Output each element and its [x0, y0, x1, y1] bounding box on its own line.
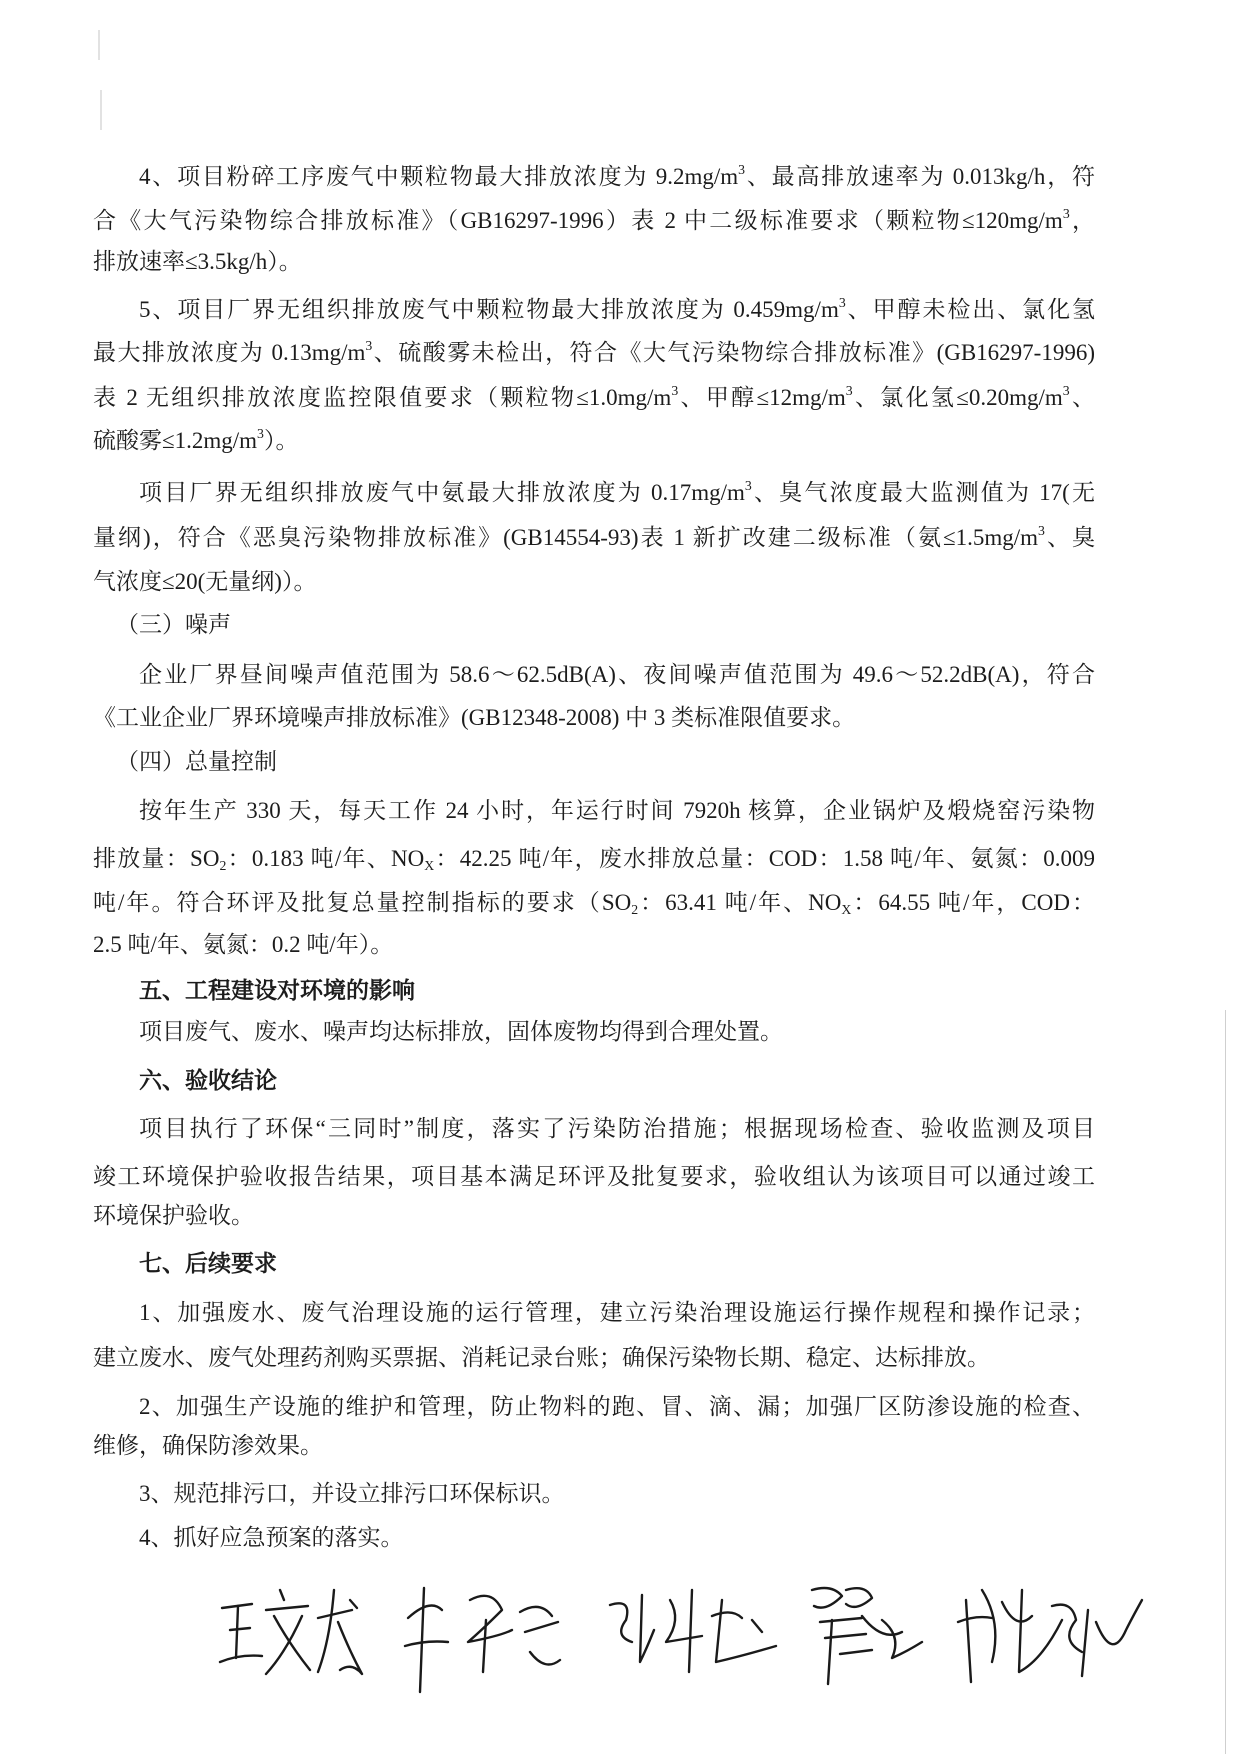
text-run: （三）噪声: [116, 612, 231, 637]
paragraph-line: [93, 659, 1095, 691]
text-run: 建立废水、废气处理药剂购买票据、消耗记录台账；确保污染物长期、稳定、达标排放。: [93, 1345, 990, 1370]
paragraph-line: [93, 929, 1095, 961]
text-run: 量纲)，符合《恶臭污染物排放标准》(GB14554-93)表 1 新扩改建二级标准（氨≤1.5mg/m: [93, 525, 1039, 550]
paragraph-line: [93, 566, 1095, 598]
text-run: 排放速率≤3.5kg/h）。: [93, 249, 302, 274]
superscript: 3: [845, 383, 853, 399]
superscript: 3: [1062, 206, 1070, 222]
paragraph-line: [93, 1200, 1095, 1232]
text-run: 2.5 吨/年、氨氮：0.2 吨/年）。: [93, 932, 394, 957]
text-run: 、甲醇≤12mg/m: [678, 385, 846, 410]
text-run: 《工业企业厂界环境噪声排放标准》(GB12348-2008) 中 3 类标准限值要求。: [93, 705, 856, 730]
superscript: 3: [838, 295, 846, 311]
text-run: ：42.25 吨/年，废水排放总量：COD：1.58 吨/年、氨氮：0.009: [434, 846, 1095, 871]
text-run: 1、加强废水、废气治理设施的运行管理，建立污染治理设施运行操作规程和操作记录；: [139, 1300, 1095, 1325]
scan-artifact: [98, 30, 100, 60]
text-run: 项目废气、废水、噪声均达标排放，固体废物均得到合理处置。: [139, 1019, 783, 1044]
signature: [812, 1588, 922, 1684]
paragraph-line: [93, 246, 1095, 278]
paragraph-line: [93, 843, 1095, 875]
text-run: 、硫酸雾未检出，符合《大气污染物综合排放标准》(GB16297-1996): [372, 340, 1095, 365]
text-run: 五、工程建设对环境的影响: [139, 978, 415, 1003]
text-run: 3、规范排污口，并设立排污口环保标识。: [139, 1481, 565, 1506]
text-run: 、甲醇未检出、氯化氢: [845, 297, 1095, 322]
text-run: ：63.41 吨/年、NO: [638, 890, 842, 915]
signature: [220, 1590, 362, 1674]
paragraph-line: [93, 161, 1095, 193]
scan-artifact: [100, 90, 102, 130]
list-item-line: [93, 1342, 1095, 1374]
signature: [958, 1590, 1142, 1682]
text-run: （四）总量控制: [116, 749, 277, 774]
paragraph-line: [93, 1161, 1095, 1193]
text-run: 硫酸雾≤1.2mg/m: [93, 428, 258, 453]
scan-edge-line: [1225, 1010, 1226, 1754]
text-run: 合《大气污染物综合排放标准》（GB16297-1996）表 2 中二级标准要求（颗粒物≤120mg/m: [93, 208, 1063, 233]
paragraph-line: [93, 887, 1095, 919]
text-run: 排放量：SO: [93, 846, 220, 871]
text-run: 表 2 无组织排放浓度监控限值要求（颗粒物≤1.0mg/m: [93, 385, 672, 410]
text-run: 、氯化氢≤0.20mg/m: [852, 385, 1063, 410]
list-item-line: [93, 1430, 1095, 1462]
subscript: 2: [219, 858, 227, 874]
subscript: X: [424, 858, 435, 874]
subscript: X: [841, 902, 852, 918]
paragraph-line: [93, 522, 1095, 554]
paragraph-line: [93, 337, 1095, 369]
text-run: 竣工环境保护验收报告结果，项目基本满足环评及批复要求，验收组认为该项目可以通过竣工: [93, 1164, 1095, 1189]
superscript: 3: [257, 426, 264, 442]
text-run: 按年生产 330 天，每天工作 24 小时，年运行时间 7920h 核算，企业锅炉及煅烧窑污染物: [139, 798, 1095, 823]
section-heading-environmental-impact: [93, 975, 1095, 1007]
signature: [405, 1588, 560, 1692]
paragraph-line: [93, 795, 1095, 827]
paragraph-line: [93, 294, 1095, 326]
text-run: 、: [1069, 385, 1095, 410]
superscript: 3: [1038, 523, 1045, 539]
superscript: 3: [365, 338, 373, 354]
text-run: 吨/年。符合环评及批复总量控制指标的要求（SO: [93, 890, 632, 915]
section-heading-noise: [93, 609, 1095, 641]
text-run: 2、加强生产设施的维护和管理，防止物料的跑、冒、滴、漏；加强厂区防渗设施的检查、: [139, 1394, 1095, 1419]
signatures-block: [200, 1560, 1150, 1710]
text-run: 最大排放浓度为 0.13mg/m: [93, 340, 366, 365]
signature: [610, 1590, 776, 1672]
text-run: ）。: [263, 428, 299, 453]
text-run: 六、验收结论: [139, 1068, 277, 1093]
text-run: 4、抓好应急预案的落实。: [139, 1525, 404, 1550]
text-run: 气浓度≤20(无量纲)）。: [93, 569, 317, 594]
superscript: 3: [1062, 383, 1070, 399]
text-run: ：0.183 吨/年、NO: [226, 846, 425, 871]
paragraph-line: [93, 702, 1095, 734]
text-run: 4、项目粉碎工序废气中颗粒物最大排放浓度为 9.2mg/m: [139, 164, 739, 189]
text-run: 七、后续要求: [139, 1251, 277, 1276]
list-item-line: [93, 1522, 1095, 1554]
text-run: 维修，确保防渗效果。: [93, 1433, 323, 1458]
text-run: 、最高排放速率为 0.013kg/h，符: [745, 164, 1095, 189]
paragraph-line: [93, 425, 1095, 457]
superscript: 3: [738, 162, 746, 178]
list-item-line: [93, 1478, 1095, 1510]
text-run: ，: [1069, 208, 1095, 233]
section-heading-total-control: [93, 746, 1095, 778]
list-item-line: [93, 1391, 1095, 1423]
paragraph-line: [93, 477, 1095, 509]
subscript: 2: [631, 902, 639, 918]
paragraph-environmental-impact: [93, 1016, 1095, 1048]
text-run: 、臭气浓度最大监测值为 17(无: [751, 480, 1095, 505]
text-run: 项目厂界无组织排放废气中氨最大排放浓度为 0.17mg/m: [139, 480, 745, 505]
text-run: 、臭: [1044, 525, 1095, 550]
paragraph-line: [93, 1113, 1095, 1145]
section-heading-follow-up-requirements: [93, 1248, 1095, 1280]
paragraph-line: [93, 382, 1095, 414]
superscript: 3: [671, 383, 679, 399]
paragraph-line: [93, 205, 1095, 237]
text-run: 5、项目厂界无组织排放废气中颗粒物最大排放浓度为 0.459mg/m: [139, 297, 839, 322]
section-heading-acceptance-conclusion: [93, 1065, 1095, 1097]
text-run: 项目执行了环保“三同时”制度，落实了污染防治措施；根据现场检查、验收监测及项目: [139, 1116, 1095, 1141]
text-run: 企业厂界昼间噪声值范围为 58.6～62.5dB(A)、夜间噪声值范围为 49.6～52.2dB(A)，符合: [139, 662, 1095, 687]
list-item-line: [93, 1297, 1095, 1329]
text-run: 环境保护验收。: [93, 1203, 254, 1228]
text-run: ：64.55 吨/年，COD：: [851, 890, 1095, 915]
superscript: 3: [744, 478, 752, 494]
